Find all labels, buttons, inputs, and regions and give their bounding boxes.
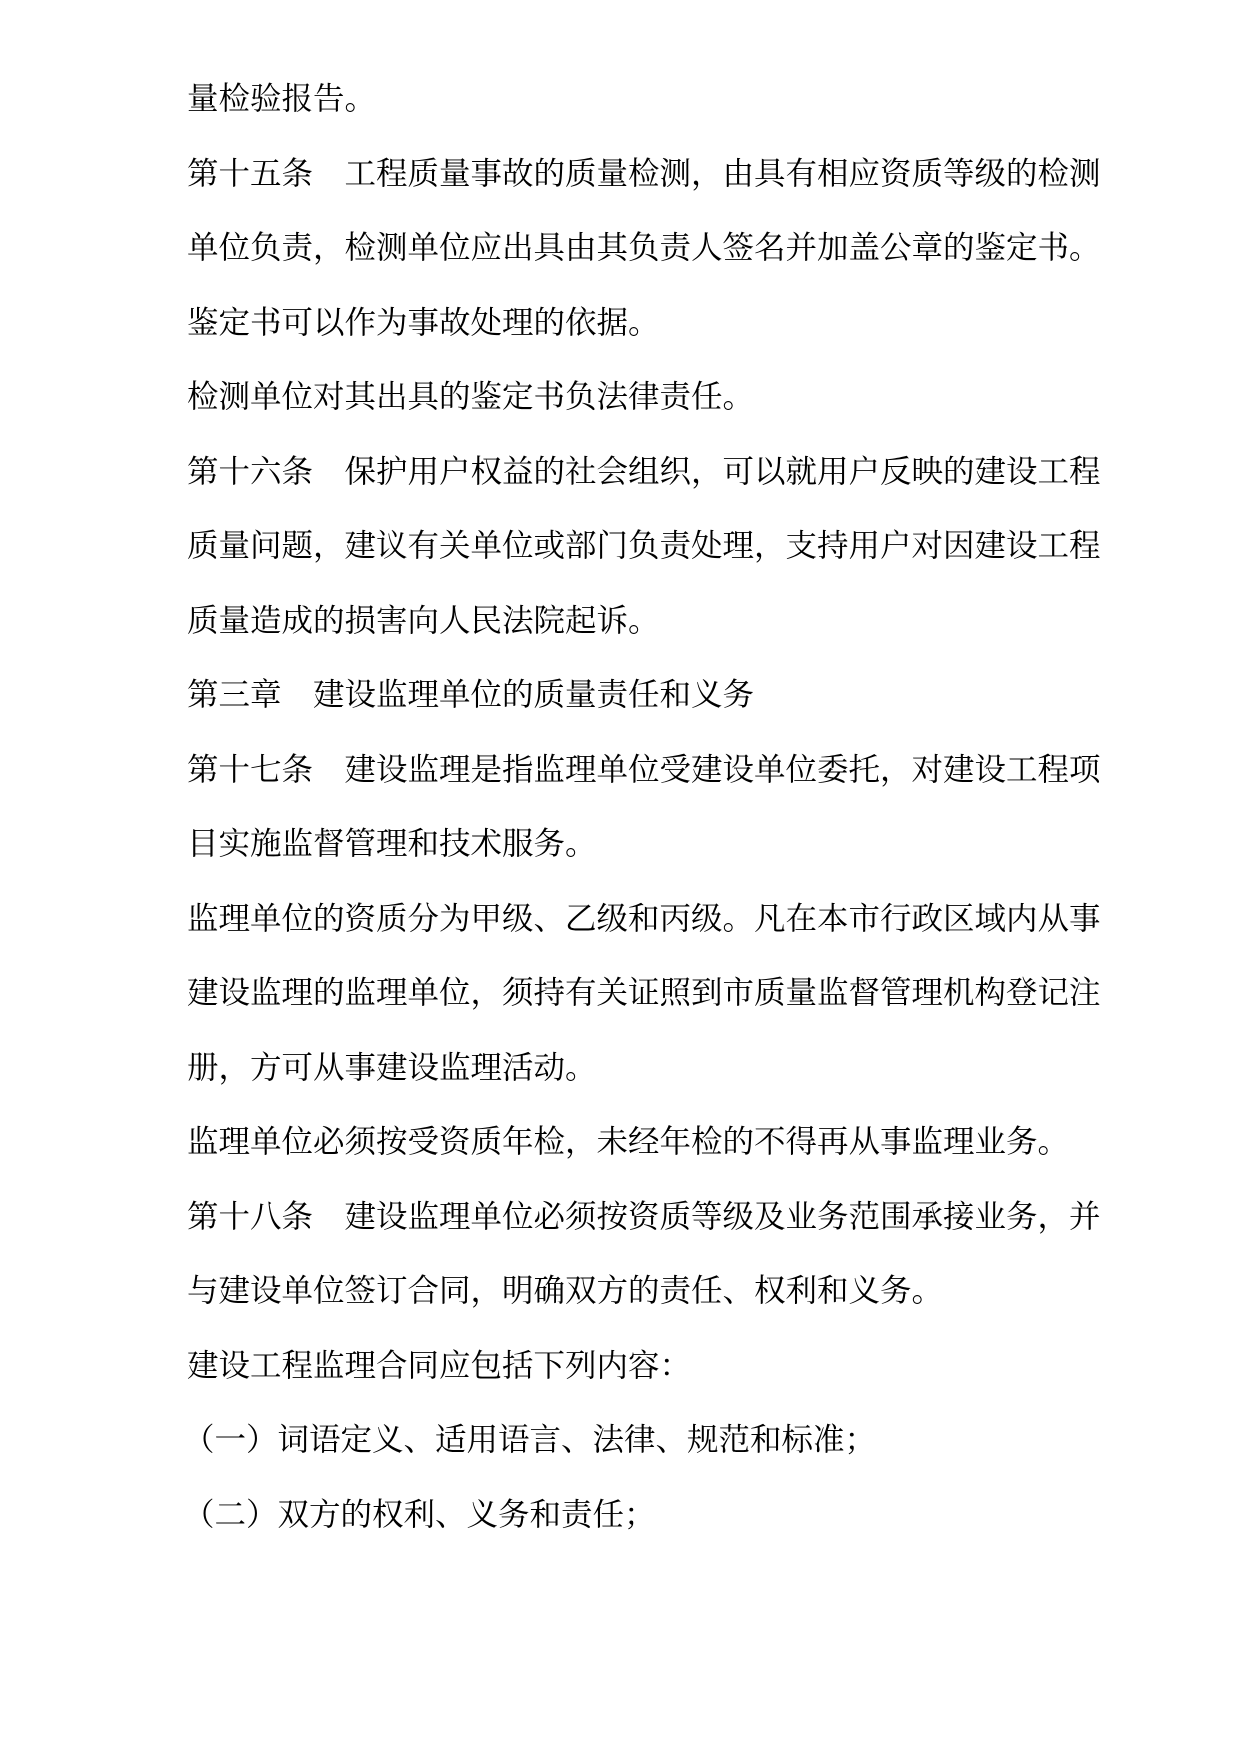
text-line: 册，方可从事建设监理活动。 bbox=[187, 1049, 597, 1086]
article-16-line: 第十六条 保护用户权益的社会组织，可以就用户反映的建设工程 bbox=[187, 453, 1101, 490]
text-line: 监理单位的资质分为甲级、乙级和丙级。凡在本市行政区域内从事 bbox=[187, 900, 1101, 937]
text-line: 建设工程监理合同应包括下列内容： bbox=[187, 1347, 692, 1384]
text-line: 与建设单位签订合同，明确双方的责任、权利和义务。 bbox=[187, 1273, 944, 1309]
article-17-line: 第十七条 建设监理是指监理单位受建设单位委托，对建设工程项 bbox=[187, 751, 1101, 788]
list-item-2: （二）双方的权利、义务和责任； bbox=[183, 1496, 656, 1533]
chapter-3-heading: 第三章 建设监理单位的质量责任和义务 bbox=[187, 677, 755, 713]
list-item-1: （一）词语定义、适用语言、法律、规范和标准； bbox=[183, 1422, 877, 1458]
article-18-line: 第十八条 建设监理单位必须按资质等级及业务范围承接业务，并 bbox=[187, 1198, 1101, 1235]
text-line: 质量造成的损害向人民法院起诉。 bbox=[187, 602, 660, 639]
text-line: 质量问题，建议有关单位或部门负责处理，支持用户对因建设工程 bbox=[187, 528, 1101, 564]
text-line: 建设监理的监理单位，须持有关证照到市质量监督管理机构登记注 bbox=[187, 975, 1101, 1011]
document-body bbox=[183, 62, 1147, 1552]
text-line: 单位负责，检测单位应出具由其负责人签名并加盖公章的鉴定书。 bbox=[187, 230, 1101, 266]
text-line: 鉴定书可以作为事故处理的依据。 bbox=[187, 304, 660, 341]
text-line: 监理单位必须按受资质年检，未经年检的不得再从事监理业务。 bbox=[187, 1124, 1070, 1160]
text-line: 检测单位对其出具的鉴定书负法律责任。 bbox=[187, 379, 755, 415]
text-line: 量检验报告。 bbox=[187, 81, 377, 117]
article-15-line: 第十五条 工程质量事故的质量检测，由具有相应资质等级的检测 bbox=[187, 155, 1101, 192]
text-line: 目实施监督管理和技术服务。 bbox=[187, 826, 597, 862]
